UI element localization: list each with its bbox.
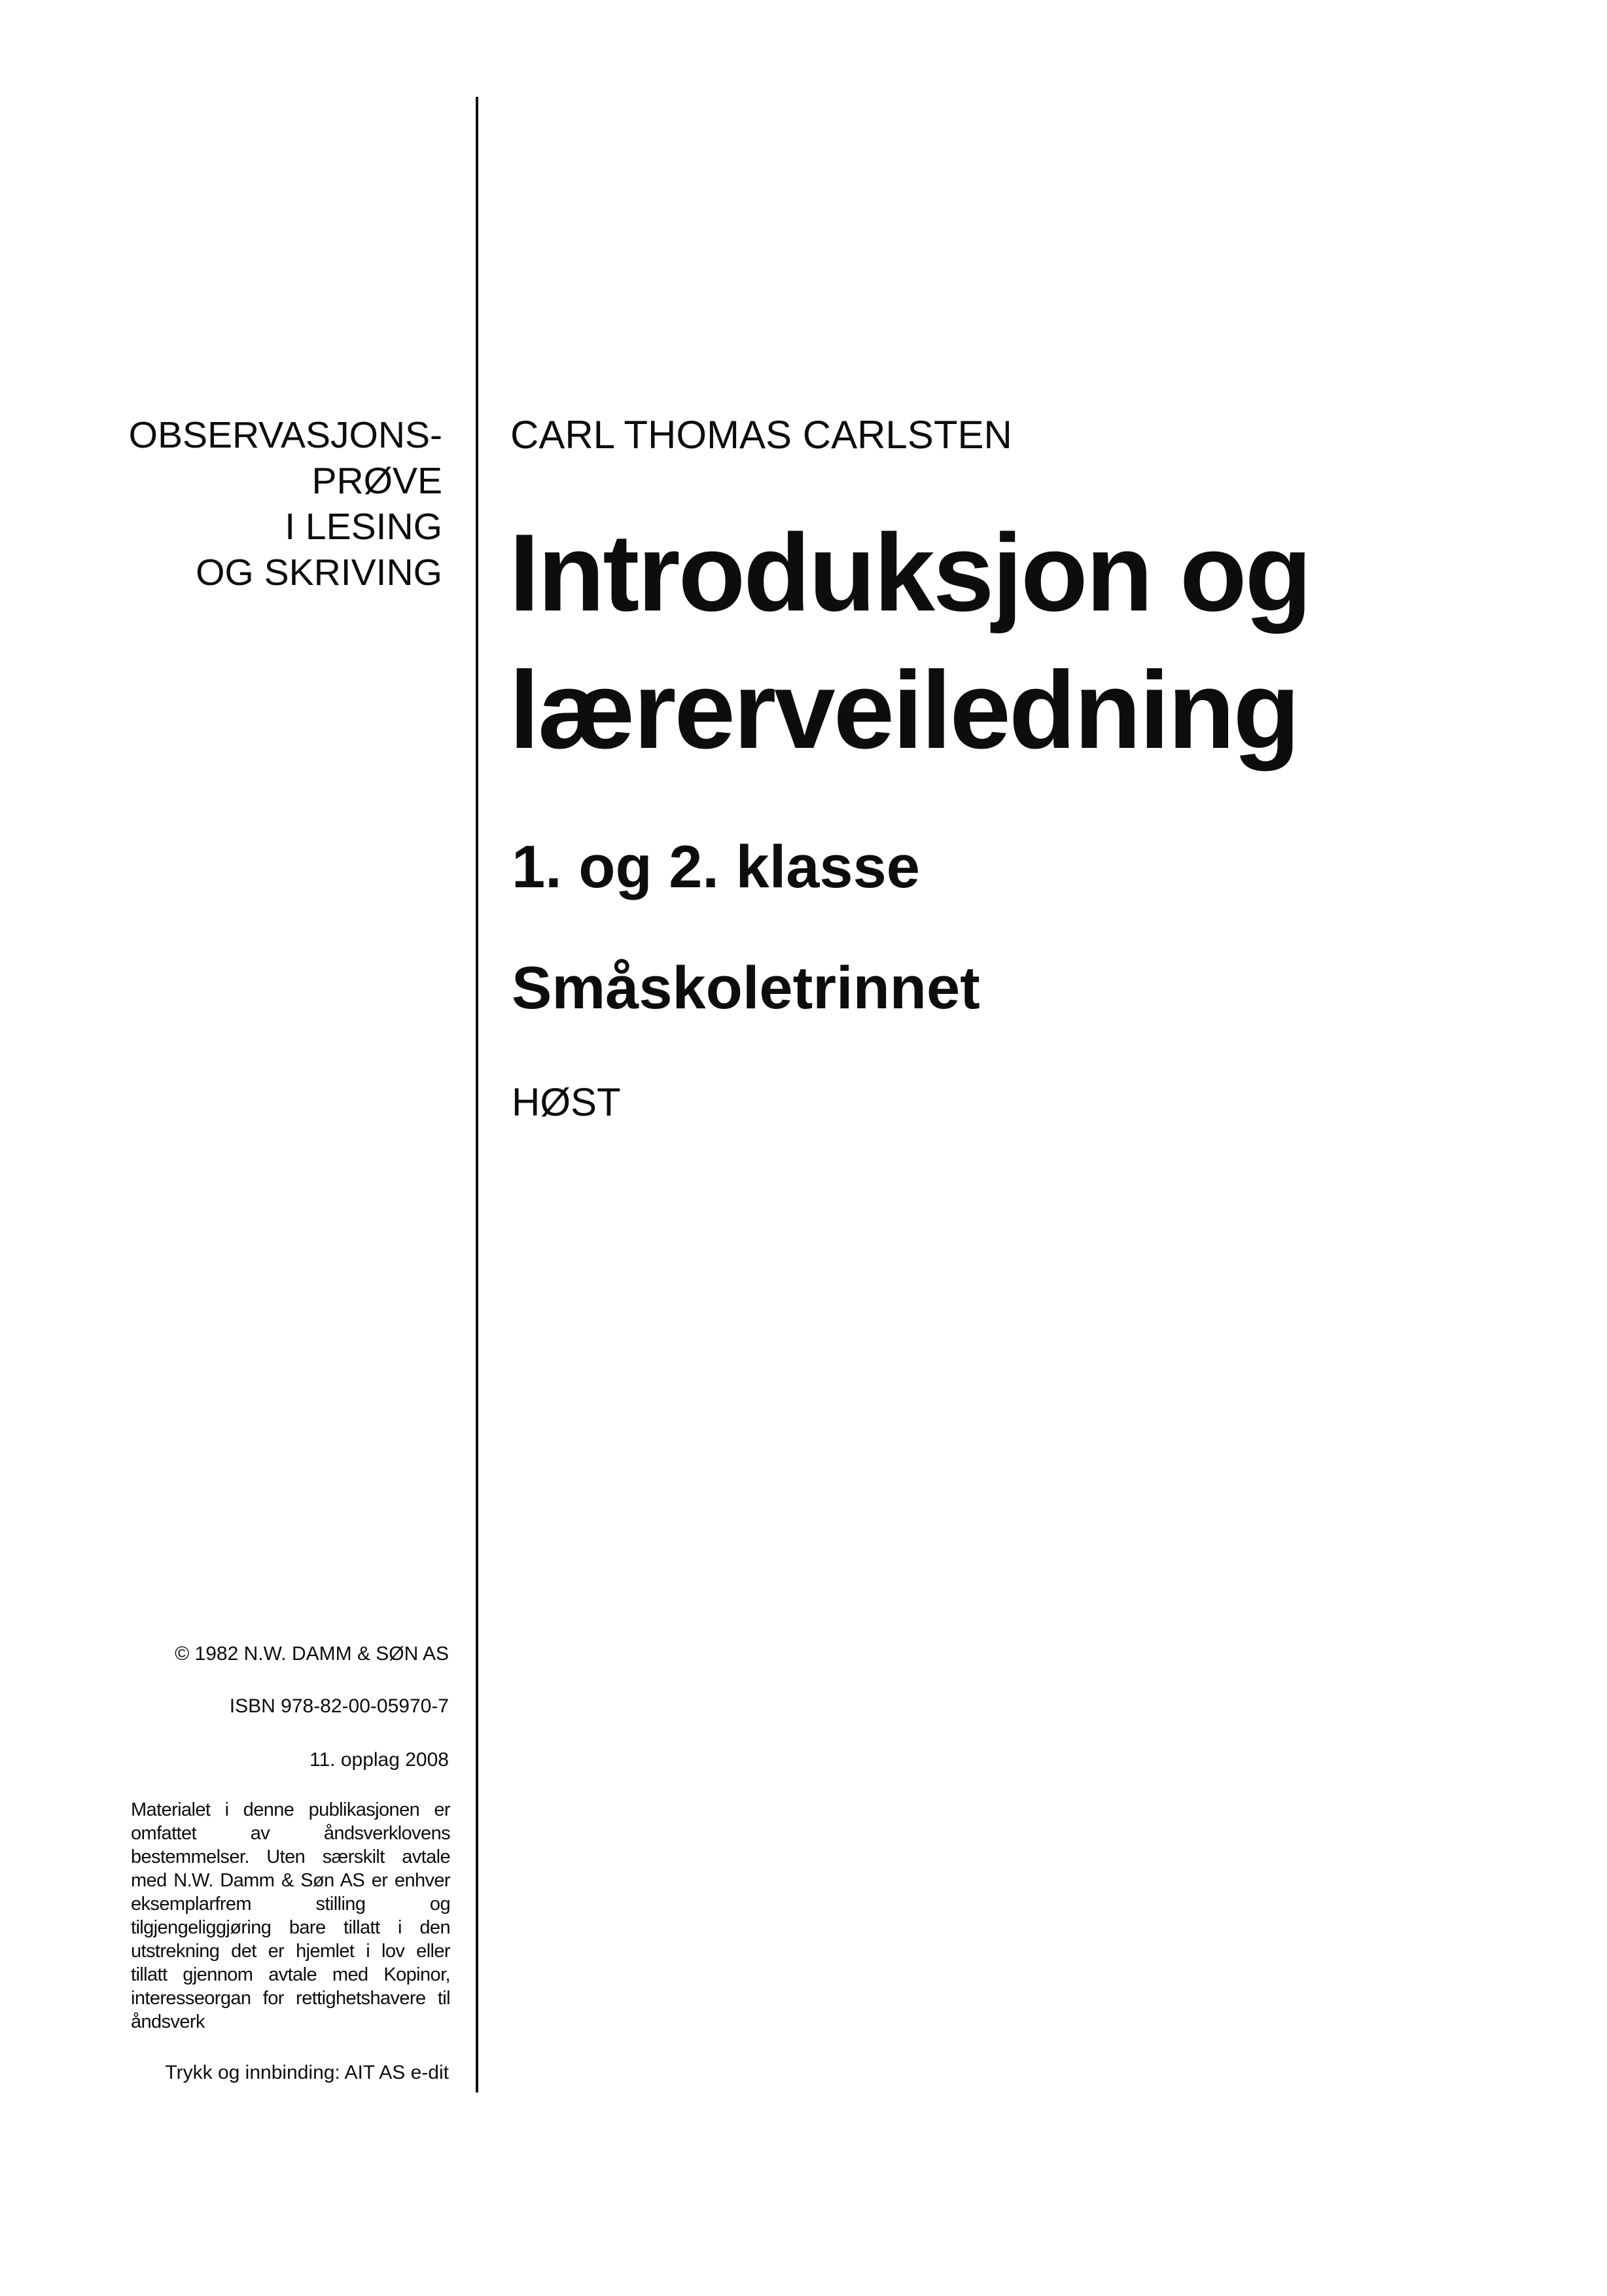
rights-statement: Materialet i denne publikasjonen er omfattet av åndsverklovens bestemmelser. Uten særskilt avtale med N.W. Damm & Søn AS er enhver eksemplarfrem stilling og tilgjengeliggjøring bare tillatt i den utstrekning det er hjemlet i lov eller tillatt gjennom avtale med Kopinor, interesseorgan for rettighetshavere til åndsverk	[131, 1799, 450, 2032]
level-heading: Småskoletrinnet	[512, 955, 980, 1021]
vertical-divider	[476, 97, 478, 2093]
grade-heading: 1. og 2. klasse	[512, 834, 920, 900]
copyright-notice: © 1982 N.W. DAMM & SØN AS	[175, 1643, 449, 1665]
edition-info: 11. opplag 2008	[309, 1749, 449, 1771]
book-title-line-2: lærerveiledning	[509, 648, 1299, 771]
book-title	[509, 504, 1310, 779]
series-line: OG SKRIVING	[196, 552, 442, 593]
series-title	[76, 412, 442, 595]
season-label: HØST	[512, 1080, 621, 1124]
series-line: OBSERVASJONS-	[128, 414, 442, 456]
series-line: I LESING	[285, 506, 442, 548]
isbn-number: ISBN 978-82-00-05970-7	[229, 1695, 449, 1717]
author-name: CARL THOMAS CARLSTEN	[510, 413, 1012, 457]
book-title-line-1: Introduksjon og	[509, 511, 1311, 634]
printer-info: Trykk og innbinding: AIT AS e-dit	[165, 2062, 449, 2083]
series-line: PRØVE	[311, 460, 442, 502]
